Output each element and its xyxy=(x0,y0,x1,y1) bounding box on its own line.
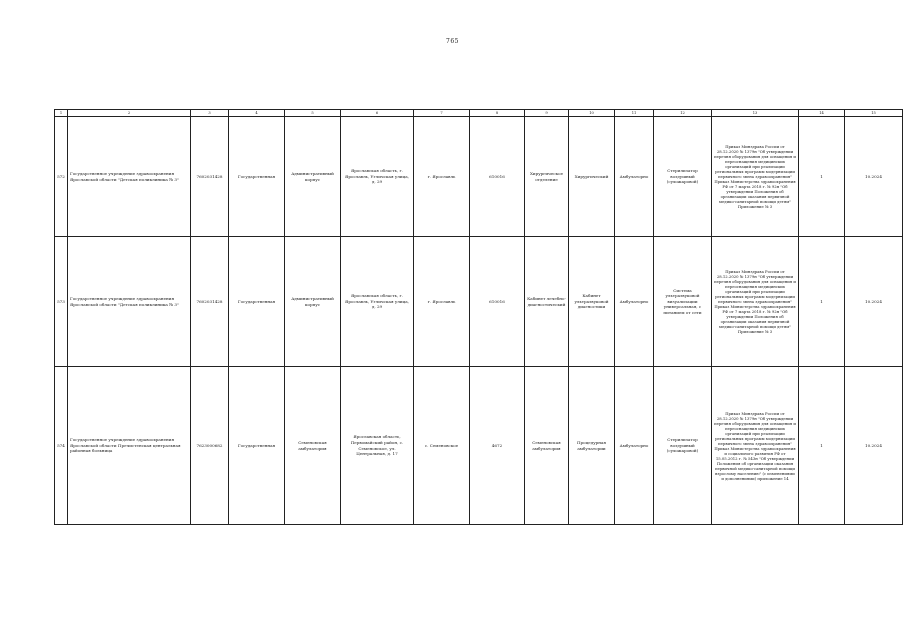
address-cell: Ярославская область, г. Ярославль, Угличская улица, д. 29 xyxy=(341,117,414,237)
department-cell: Семеновская амбулатория xyxy=(525,367,569,525)
organization-name-cell: Государственное учреждение здравоохранения Ярославской области Пречистенская центральная районная больница xyxy=(68,367,191,525)
care-type-cell: Амбулаторно xyxy=(615,237,654,367)
city-cell: г. Ярославль xyxy=(414,237,470,367)
date-cell: 10.2024 xyxy=(845,237,903,367)
code-cell: 610016 xyxy=(470,237,525,367)
city-cell: с. Семеновское xyxy=(414,367,470,525)
ownership-cell: Государственная xyxy=(229,367,285,525)
quantity-cell: 1 xyxy=(799,117,845,237)
care-type-cell: Амбулаторно xyxy=(615,367,654,525)
legal-basis-cell: Приказ Минздрава России от 28.12.2020 № 1379н "Об утверждении перечня оборудования для оснащения и переоснащения медицинских организаций при реализации региональных программ модернизации первичного звена здравоохранения" Приказ Министерства здравоохранения РФ от 7 марта 2018 г. № 92н "Об утверждении Положения об организации оказания первичной медико-санитарной помощи детям" Приложение № 3 xyxy=(712,237,799,367)
table-row xyxy=(55,367,903,525)
column-number: 1 xyxy=(55,110,68,117)
column-number: 6 xyxy=(341,110,414,117)
organization-name-cell: Государственное учреждение здравоохранения Ярославской области "Детская поликлиника № 3" xyxy=(68,117,191,237)
column-number: 7 xyxy=(414,110,470,117)
column-number: 5 xyxy=(285,110,341,117)
column-number: 13 xyxy=(712,110,799,117)
inn-cell: 7602031428 xyxy=(191,117,229,237)
column-number: 2 xyxy=(68,110,191,117)
column-number: 12 xyxy=(654,110,712,117)
quantity-cell: 1 xyxy=(799,237,845,367)
date-cell: 10.2024 xyxy=(845,367,903,525)
city-cell: г. Ярославль xyxy=(414,117,470,237)
inn-cell: 7623000682 xyxy=(191,367,229,525)
room-cell: Кабинет ультразвуковой диагностики xyxy=(569,237,615,367)
address-cell: Ярославская область, г. Ярославль, Угличская улица, д. 29 xyxy=(341,237,414,367)
equipment-cell: Стерилизатор воздушный (сухожаровой) xyxy=(654,367,712,525)
unit-cell: Административный корпус xyxy=(285,117,341,237)
column-number: 3 xyxy=(191,110,229,117)
table-row xyxy=(55,117,903,237)
ownership-cell: Государственная xyxy=(229,237,285,367)
code-cell: 610016 xyxy=(470,117,525,237)
equipment-cell: Стерилизатор воздушный (сухожаровой) xyxy=(654,117,712,237)
column-number: 9 xyxy=(525,110,569,117)
room-cell: Хирургический xyxy=(569,117,615,237)
table-row xyxy=(55,237,903,367)
address-cell: Ярославская область, Первомайский район, с. Семеновское, ул. Центральная, д. 17 xyxy=(341,367,414,525)
quantity-cell: 1 xyxy=(799,367,845,525)
unit-cell: Семеновская амбулатория xyxy=(285,367,341,525)
organization-name-cell: Государственное учреждение здравоохранения Ярославской области "Детская поликлиника № 3" xyxy=(68,237,191,367)
inn-cell: 7602031428 xyxy=(191,237,229,367)
room-cell: Процедурная амбулатории xyxy=(569,367,615,525)
equipment-registry-table xyxy=(54,109,903,525)
column-number: 14 xyxy=(799,110,845,117)
column-number: 11 xyxy=(615,110,654,117)
code-cell: 4672 xyxy=(470,367,525,525)
column-number: 10 xyxy=(569,110,615,117)
row-number-cell: 574 xyxy=(55,367,68,525)
page-number: 765 xyxy=(446,38,459,45)
unit-cell: Административный корпус xyxy=(285,237,341,367)
ownership-cell: Государственная xyxy=(229,117,285,237)
column-number-row xyxy=(55,110,903,117)
column-number: 15 xyxy=(845,110,903,117)
department-cell: Кабинет лечебно-диагностический xyxy=(525,237,569,367)
column-number: 8 xyxy=(470,110,525,117)
care-type-cell: Амбулаторно xyxy=(615,117,654,237)
legal-basis-cell: Приказ Минздрава России от 28.12.2020 № 1379н "Об утверждении перечня оборудования для оснащения и переоснащения медицинских организаций при реализации региональных программ модернизации первичного звена здравоохранения" Приказ Министерства здравоохранения и социального развития РФ от 15.05.2012 г. № 543н "Об утверждении Положения об организации оказания первичной медико-санитарной помощи взрослому населению" (с изменениями и дополнениями) приложение 14 xyxy=(712,367,799,525)
legal-basis-cell: Приказ Минздрава России от 28.12.2020 № 1379н "Об утверждении перечня оборудования для оснащения и переоснащения медицинских организаций при реализации региональных программ модернизации первичного звена здравоохранения" Приказ Министерства здравоохранения РФ от 7 марта 2018 г. № 92н "Об утверждении Положения об организации оказания первичной медико-санитарной помощи детям" Приложение № 3 xyxy=(712,117,799,237)
date-cell: 10.2024 xyxy=(845,117,903,237)
department-cell: Хирургическое отделение xyxy=(525,117,569,237)
row-number-cell: 573 xyxy=(55,237,68,367)
column-number: 4 xyxy=(229,110,285,117)
equipment-cell: Система ультразвуковой визуализации универсальная, с питанием от сети xyxy=(654,237,712,367)
row-number-cell: 572 xyxy=(55,117,68,237)
